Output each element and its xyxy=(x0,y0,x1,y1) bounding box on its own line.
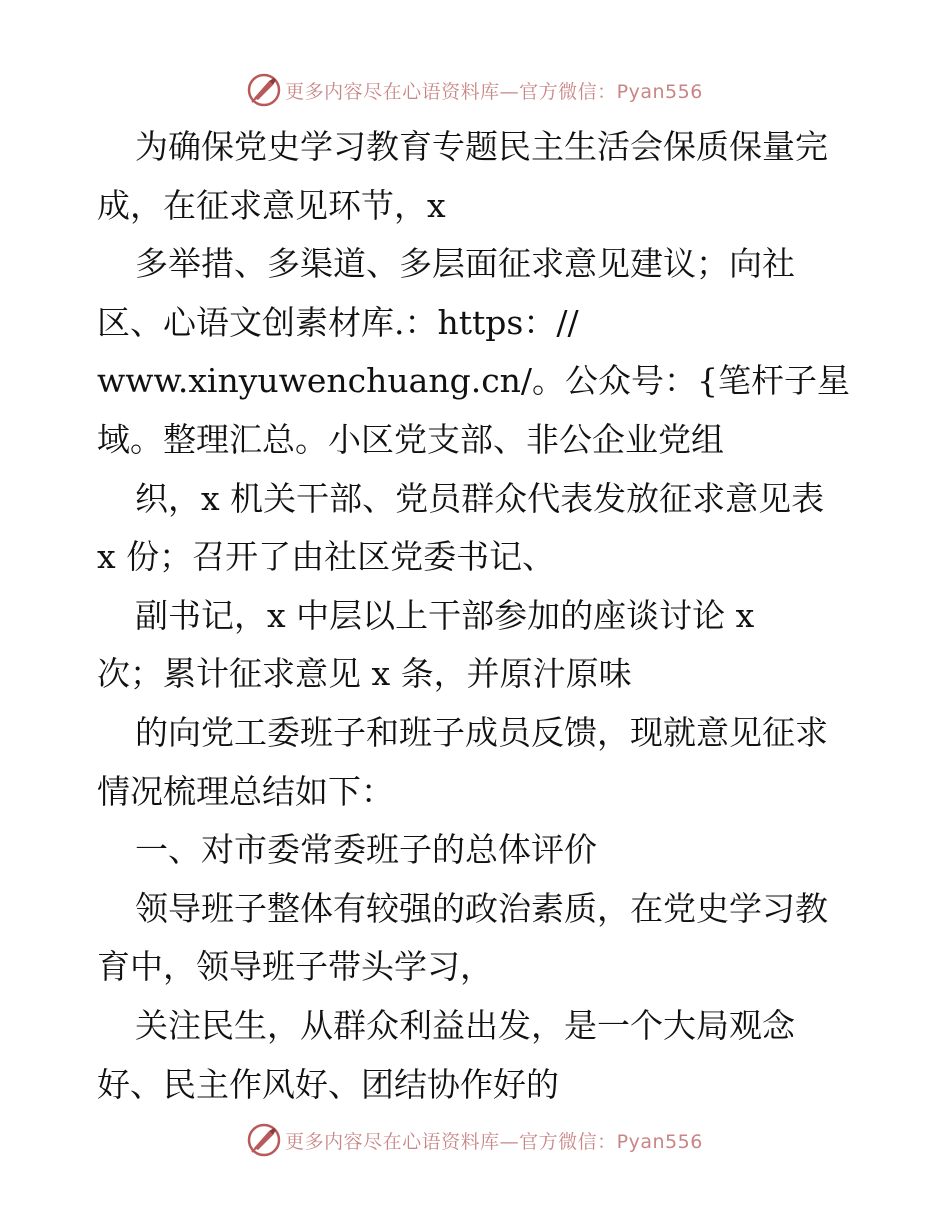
text-line: 的向党工委班子和班子成员反馈，现就意见征求 xyxy=(135,712,828,752)
text-line: 成，在征求意见环节，x xyxy=(97,185,446,225)
text-line: 区、心语文创素材库.：https：// xyxy=(97,302,579,342)
text-line: 织，x 机关干部、党员群众代表发放征求意见表 xyxy=(135,478,825,518)
text-line: 好、民主作风好、团结协作好的 xyxy=(97,1064,559,1104)
quill-pen-logo-icon xyxy=(247,1123,281,1157)
text-line: 次；累计征求意见 x 条，并原汁原味 xyxy=(97,654,632,694)
text-line: 副书记，x 中层以上干部参加的座谈讨论 x xyxy=(135,595,755,635)
quill-pen-logo-icon xyxy=(247,73,281,107)
text-line: 情况梳理总结如下： xyxy=(97,771,394,811)
text-line: 领导班子整体有较强的政治素质，在党史学习教 xyxy=(135,888,828,928)
text-line: 域。整理汇总。小区党支部、非公企业党组 xyxy=(97,419,724,459)
text-line: 为确保党史学习教育专题民主生活会保质保量完 xyxy=(135,127,828,166)
watermark-handle: Pyan556 xyxy=(616,1130,703,1153)
text-line: 多举措、多渠道、多层面征求意见建议；向社 xyxy=(135,244,795,284)
text-line: 关注民生，从群众利益出发，是一个大局观念 xyxy=(135,1005,795,1045)
text-line: 育中，领导班子带头学习， xyxy=(97,947,493,987)
text-line: www.xinyuwenchuang.cn/。公众号：{笔杆子星 xyxy=(97,361,851,401)
watermark-text: 更多内容尽在心语资料库—官方微信： xyxy=(285,80,617,103)
watermark-text: 更多内容尽在心语资料库—官方微信： xyxy=(285,1130,617,1153)
document-body xyxy=(97,118,867,1114)
footer-watermark-banner xyxy=(0,1120,950,1160)
section-heading: 一、对市委常委班子的总体评价 xyxy=(135,830,597,870)
header-watermark-banner xyxy=(0,70,950,110)
text-line: x 份；召开了由社区党委书记、 xyxy=(97,537,556,577)
watermark-handle: Pyan556 xyxy=(616,80,703,103)
